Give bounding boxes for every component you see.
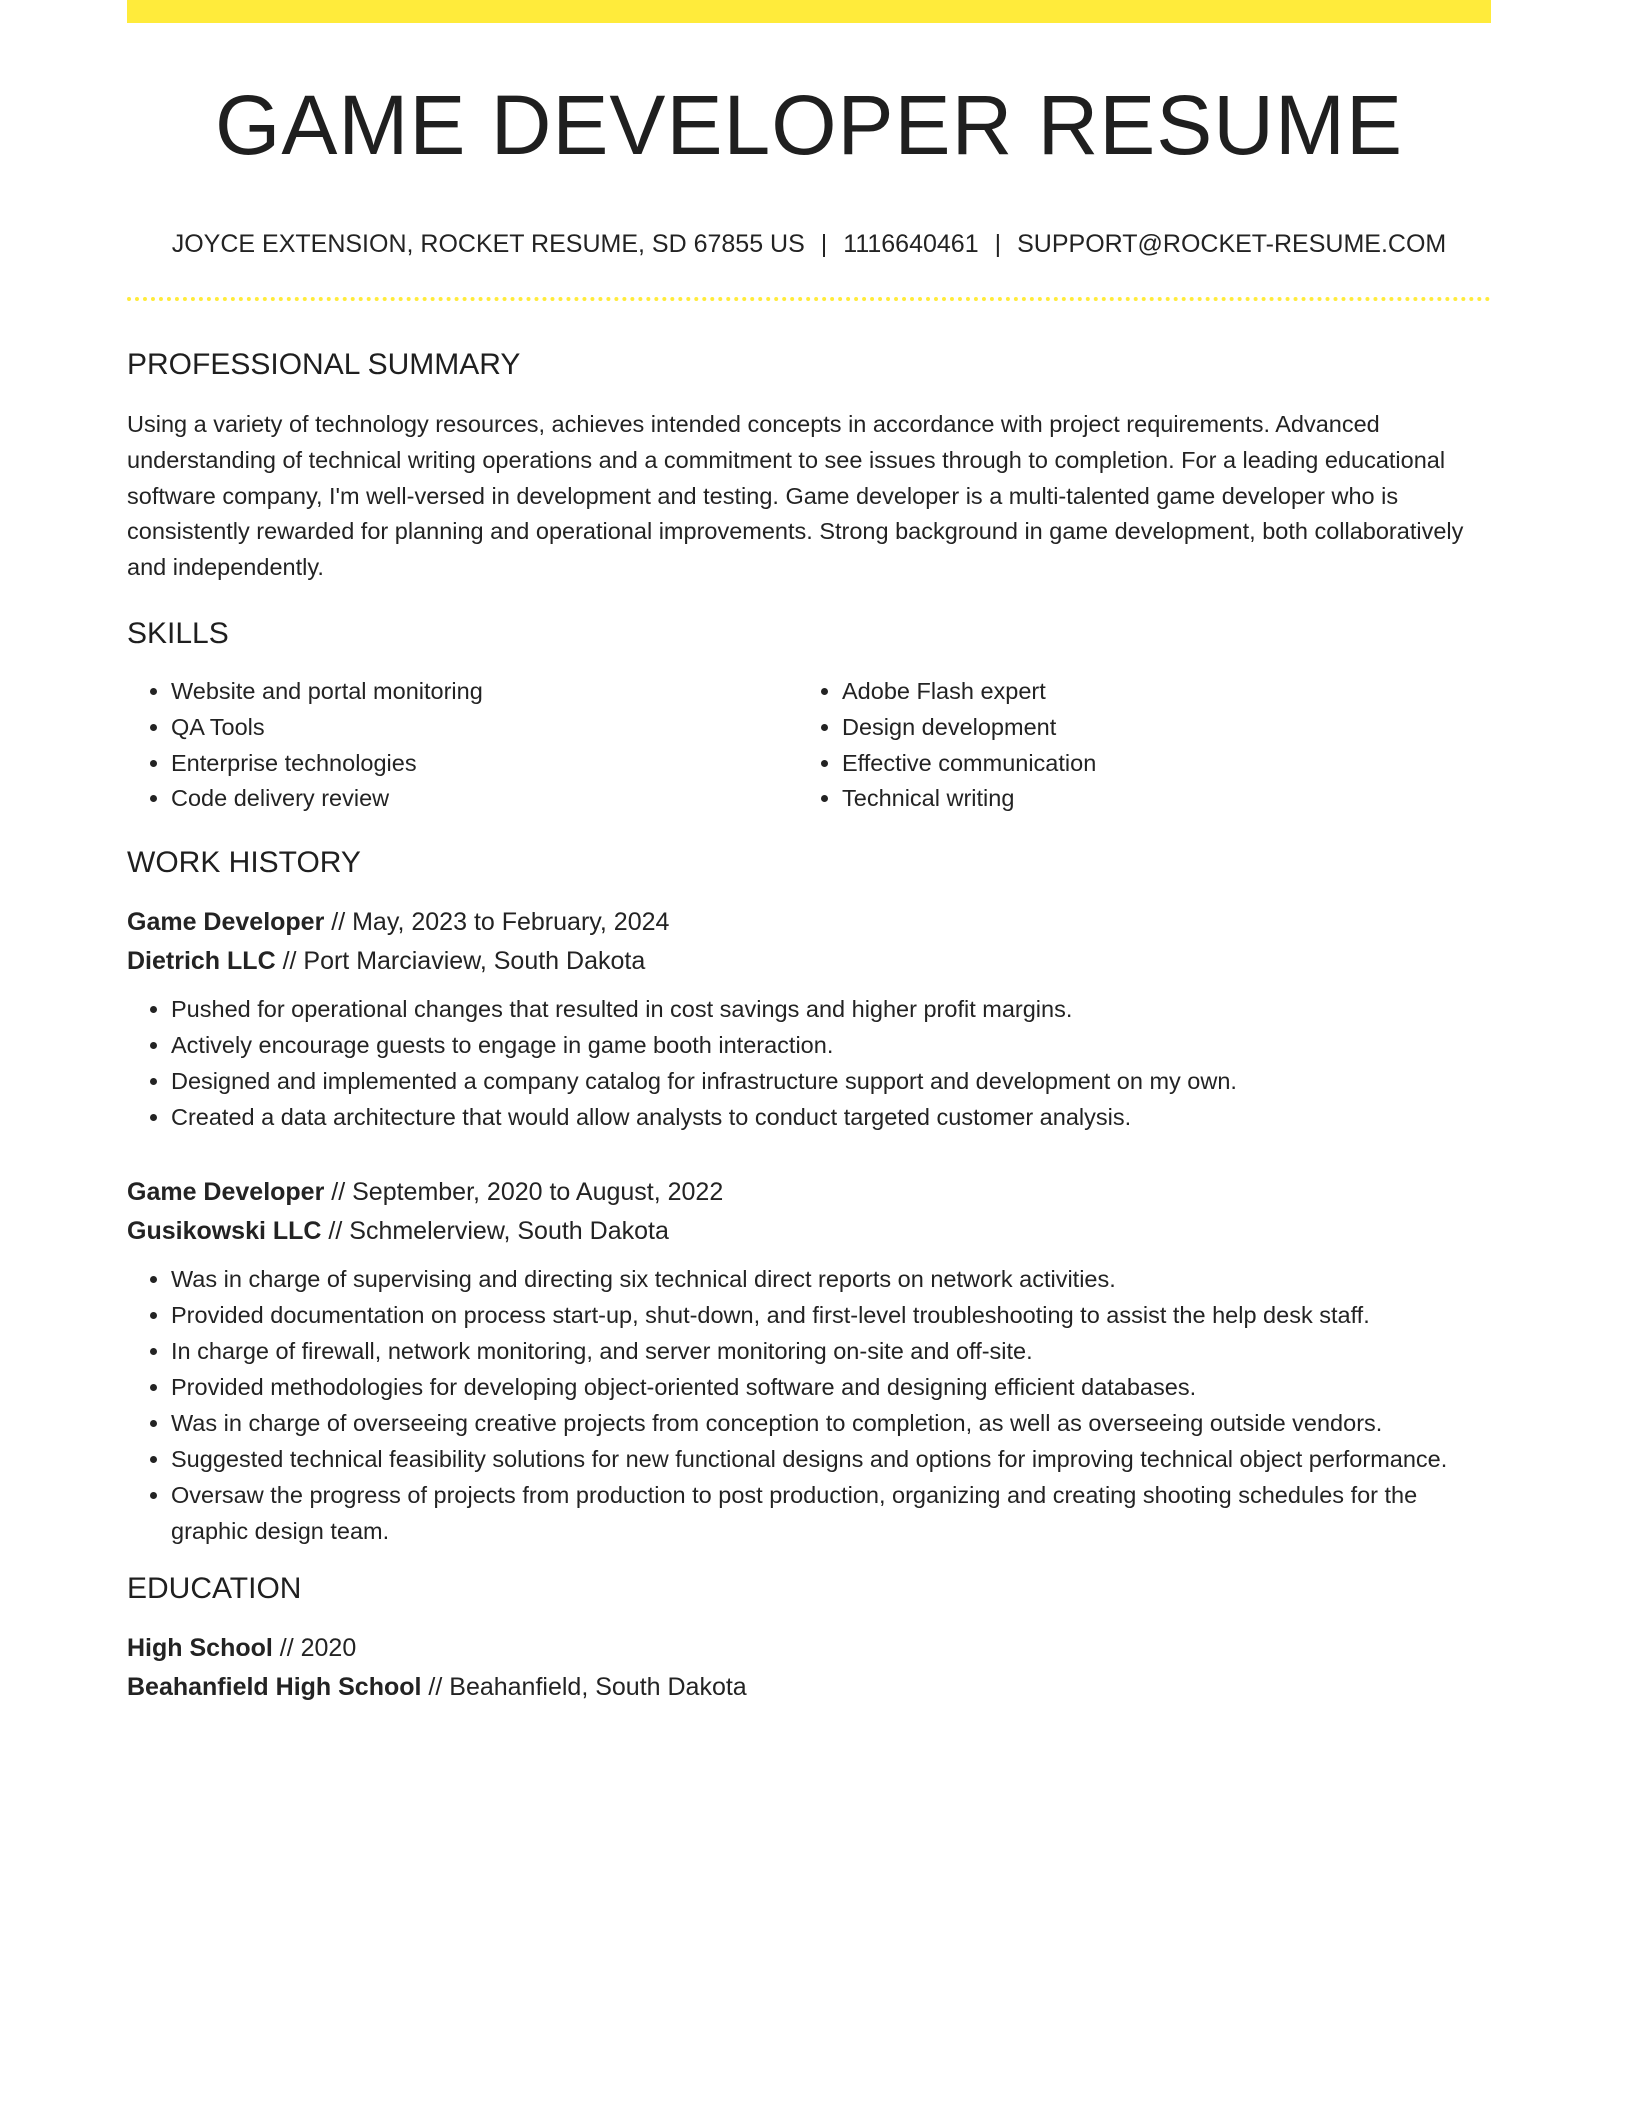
education-school: Beahanfield High School — [127, 1673, 422, 1702]
skill-item: • QA Tools — [171, 710, 798, 746]
job-bullet: • Provided documentation on process start-up, shut-down, and first-level troubleshooting to assist the help desk staff. — [171, 1297, 1491, 1333]
job-bullets — [127, 991, 1491, 1135]
education-location: // Beahanfield, South Dakota — [421, 1673, 747, 1702]
education-heading: EDUCATION — [127, 1572, 302, 1606]
resume-title: GAME DEVELOPER RESUME — [215, 78, 1403, 172]
job-bullet: • In charge of firewall, network monitoring, and server monitoring on-site and off-site. — [171, 1333, 1491, 1369]
job-bullet: • Was in charge of supervising and directing six technical direct reports on network activities. — [171, 1261, 1491, 1297]
skill-item: • Code delivery review — [171, 781, 798, 817]
job-company: Dietrich LLC — [127, 947, 276, 976]
skill-item: • Design development — [842, 710, 1469, 746]
job-company-line — [127, 942, 1491, 981]
education-degree-line — [127, 1629, 1491, 1668]
skill-item: • Technical writing — [842, 781, 1469, 817]
job-bullet: • Oversaw the progress of projects from production to post production, organizing and creating shooting schedules for the graphic design team. — [171, 1477, 1491, 1549]
job-bullet: • Designed and implemented a company catalog for infrastructure support and development on my own. — [171, 1063, 1491, 1099]
education-school-line — [127, 1668, 1491, 1707]
job-company-line — [127, 1212, 1491, 1251]
job-entry — [127, 903, 1491, 1135]
skill-item: • Effective communication — [842, 746, 1469, 782]
skill-item: • Adobe Flash expert — [842, 674, 1469, 710]
job-bullet: • Pushed for operational changes that resulted in cost savings and higher profit margins. — [171, 991, 1491, 1027]
contact-address: JOYCE EXTENSION, ROCKET RESUME, SD 67855 US — [171, 230, 805, 258]
job-role: Game Developer — [127, 908, 325, 937]
education-degree: High School — [127, 1634, 273, 1663]
resume-page — [127, 0, 1491, 1707]
summary-heading: PROFESSIONAL SUMMARY — [127, 348, 521, 381]
job-title-line — [127, 903, 1491, 942]
job-bullet: • Provided methodologies for developing object-oriented software and designing efficient databases. — [171, 1369, 1491, 1405]
job-location: // Schmelerview, South Dakota — [321, 1217, 669, 1246]
contact-phone: 1116640461 — [843, 230, 979, 258]
education-entry — [127, 1629, 1491, 1707]
summary-text: Using a variety of technology resources, achieves intended concepts in accordance with project requirements. Advanced understanding of technical writing operations and a commitment to see issues through to completion. For a leading educational software company, I'm well-versed in development and testing. Game developer is a multi-talented game developer who is consistently rewarded for planning and operational improvements. Strong background in game development, both collaboratively and independently. — [127, 411, 1464, 581]
job-dates: // September, 2020 to August, 2022 — [324, 1178, 724, 1207]
contact-separator: | — [820, 230, 828, 258]
job-entry — [127, 1173, 1491, 1549]
work-history-heading: WORK HISTORY — [127, 846, 361, 880]
job-bullet: • Was in charge of overseeing creative projects from conception to completion, as well as overseeing outside vendors. — [171, 1405, 1491, 1441]
skills-column-left — [127, 674, 798, 817]
job-bullet: • Suggested technical feasibility solutions for new functional designs and options for improving technical object performance. — [171, 1441, 1491, 1477]
job-company: Gusikowski LLC — [127, 1217, 322, 1246]
job-bullets — [127, 1261, 1491, 1549]
job-bullet: • Actively encourage guests to engage in game booth interaction. — [171, 1027, 1491, 1063]
contact-separator: | — [994, 230, 1002, 258]
skill-item: • Website and portal monitoring — [171, 674, 798, 710]
contact-line — [127, 229, 1491, 259]
skills-list — [127, 674, 1491, 817]
job-role: Game Developer — [127, 1178, 325, 1207]
education-year: // 2020 — [272, 1634, 357, 1663]
skills-heading: SKILLS — [127, 616, 229, 650]
job-title-line — [127, 1173, 1491, 1212]
job-bullet: • Created a data architecture that would allow analysts to conduct targeted customer analysis. — [171, 1099, 1491, 1135]
job-location: // Port Marciaview, South Dakota — [275, 947, 646, 976]
contact-email: SUPPORT@ROCKET-RESUME.COM — [1017, 230, 1447, 258]
dotted-divider — [127, 297, 1491, 301]
skill-item: • Enterprise technologies — [171, 746, 798, 782]
job-dates: // May, 2023 to February, 2024 — [324, 908, 670, 937]
top-accent-bar — [127, 0, 1491, 23]
skills-column-right — [798, 674, 1469, 817]
